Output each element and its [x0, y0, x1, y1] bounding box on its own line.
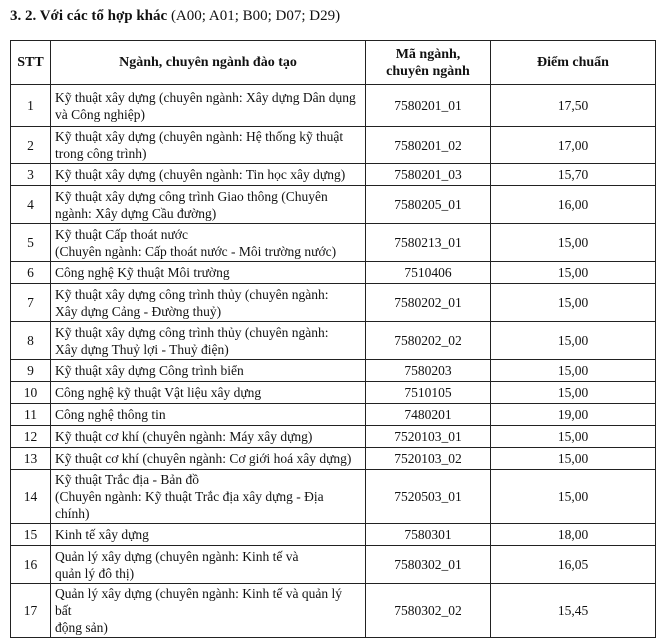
header-stt: STT	[11, 41, 51, 85]
row-cutoff-score: 15,45	[491, 584, 656, 638]
row-major-code: 7580201_02	[366, 127, 491, 164]
row-cutoff-score: 18,00	[491, 524, 656, 546]
row-major-line1: Kỹ thuật xây dựng công trình Giao thông (Chuyên	[55, 188, 328, 204]
row-major-code: 7580201_01	[366, 85, 491, 127]
row-major-code: 7580202_01	[366, 284, 491, 322]
row-major-line1: Công nghệ Kỹ thuật Môi trường	[55, 265, 230, 280]
row-major-name	[51, 546, 366, 584]
row-cutoff-score: 15,00	[491, 470, 656, 524]
header-code	[366, 41, 491, 85]
row-major-line1: Kỹ thuật Cấp thoát nước	[55, 226, 188, 242]
table-row	[11, 404, 656, 426]
section-subject-groups: (A00; A01; B00; D07; D29)	[167, 8, 341, 24]
table-row	[11, 426, 656, 448]
row-major-name	[51, 164, 366, 186]
section-heading	[10, 6, 340, 26]
row-cutoff-score: 15,70	[491, 164, 656, 186]
row-cutoff-score: 15,00	[491, 262, 656, 284]
row-major-code: 7520103_01	[366, 426, 491, 448]
row-cutoff-score: 17,50	[491, 85, 656, 127]
row-stt: 2	[11, 127, 51, 164]
row-major-line1: Kỹ thuật xây dựng (chuyên ngành: Xây dựng Dân dụng	[55, 89, 356, 105]
row-major-line1: Công nghệ thông tin	[55, 407, 166, 422]
table-row	[11, 322, 656, 360]
row-cutoff-score: 15,00	[491, 322, 656, 360]
row-stt: 14	[11, 470, 51, 524]
row-major-code: 7510105	[366, 382, 491, 404]
row-major-name	[51, 127, 366, 164]
table-row	[11, 448, 656, 470]
row-major-name	[51, 284, 366, 322]
header-score: Điểm chuẩn	[491, 41, 656, 85]
row-stt: 6	[11, 262, 51, 284]
header-major: Ngành, chuyên ngành đào tạo	[51, 41, 366, 85]
table-row	[11, 584, 656, 638]
table-row	[11, 127, 656, 164]
row-major-code: 7520103_02	[366, 448, 491, 470]
row-stt: 1	[11, 85, 51, 127]
row-cutoff-score: 15,00	[491, 448, 656, 470]
row-major-line2: trong công trình)	[55, 146, 147, 161]
table-row	[11, 360, 656, 382]
table-row	[11, 382, 656, 404]
row-major-line1: Kỹ thuật cơ khí (chuyên ngành: Cơ giới hoá xây dựng)	[55, 451, 352, 466]
row-major-name	[51, 584, 366, 638]
row-stt: 13	[11, 448, 51, 470]
row-cutoff-score: 17,00	[491, 127, 656, 164]
table-row	[11, 85, 656, 127]
row-major-line2: ngành: Xây dựng Cầu đường)	[55, 205, 217, 221]
table-row	[11, 224, 656, 262]
row-cutoff-score: 16,00	[491, 186, 656, 224]
row-stt: 16	[11, 546, 51, 584]
header-code-line2: chuyên ngành	[386, 63, 470, 79]
row-stt: 9	[11, 360, 51, 382]
table-row	[11, 186, 656, 224]
table-row	[11, 470, 656, 524]
header-code-line1: Mã ngành,	[395, 46, 461, 62]
row-cutoff-score: 19,00	[491, 404, 656, 426]
row-major-line2: động sản)	[55, 620, 108, 635]
row-stt: 7	[11, 284, 51, 322]
row-stt: 3	[11, 164, 51, 186]
row-major-name	[51, 448, 366, 470]
row-major-code: 7480201	[366, 404, 491, 426]
table-row	[11, 524, 656, 546]
row-major-name	[51, 360, 366, 382]
row-stt: 8	[11, 322, 51, 360]
row-major-line1: Kỹ thuật xây dựng (chuyên ngành: Tin học xây dựng)	[55, 167, 346, 182]
row-major-name	[51, 186, 366, 224]
row-major-name	[51, 382, 366, 404]
row-major-code: 7580213_01	[366, 224, 491, 262]
row-cutoff-score: 15,00	[491, 284, 656, 322]
row-major-name	[51, 524, 366, 546]
row-major-line1: Công nghệ kỹ thuật Vật liệu xây dựng	[55, 385, 262, 400]
row-major-line2: Xây dựng Cảng - Đường thuỷ)	[55, 303, 222, 319]
row-major-name	[51, 85, 366, 127]
row-major-line1: Kỹ thuật xây dựng công trình thủy (chuyên ngành:	[55, 286, 329, 302]
row-cutoff-score: 15,00	[491, 360, 656, 382]
row-stt: 11	[11, 404, 51, 426]
row-major-code: 7580302_02	[366, 584, 491, 638]
table-row	[11, 262, 656, 284]
row-cutoff-score: 15,00	[491, 382, 656, 404]
table-header-row	[11, 41, 656, 85]
row-major-code: 7580301	[366, 524, 491, 546]
row-major-code: 7580203	[366, 360, 491, 382]
row-major-line2: (Chuyên ngành: Cấp thoát nước - Môi trường nước)	[55, 243, 337, 259]
table-row	[11, 546, 656, 584]
row-major-line1: Kỹ thuật Trắc địa - Bản đồ	[55, 472, 199, 487]
row-major-code: 7580302_01	[366, 546, 491, 584]
row-major-line1: Kỹ thuật cơ khí (chuyên ngành: Máy xây dựng)	[55, 429, 313, 444]
row-major-line2: và Công nghiệp)	[55, 106, 145, 122]
row-major-name	[51, 224, 366, 262]
row-major-line1: Kỹ thuật xây dựng (chuyên ngành: Hệ thống kỹ thuật	[55, 129, 344, 144]
row-stt: 10	[11, 382, 51, 404]
row-stt: 12	[11, 426, 51, 448]
row-stt: 15	[11, 524, 51, 546]
row-cutoff-score: 16,05	[491, 546, 656, 584]
row-major-code: 7580202_02	[366, 322, 491, 360]
row-major-code: 7580205_01	[366, 186, 491, 224]
row-major-line1: Kỹ thuật xây dựng Công trình biển	[55, 363, 244, 378]
row-major-line2: quản lý đô thị)	[55, 565, 135, 581]
row-major-line1: Kinh tế xây dựng	[55, 527, 149, 542]
row-major-line1: Quản lý xây dựng (chuyên ngành: Kinh tế và quản lý bất	[55, 586, 343, 618]
row-cutoff-score: 15,00	[491, 224, 656, 262]
row-major-code: 7580201_03	[366, 164, 491, 186]
row-major-name	[51, 262, 366, 284]
row-stt: 5	[11, 224, 51, 262]
row-major-code: 7520503_01	[366, 470, 491, 524]
admission-score-table	[10, 40, 656, 638]
table-row	[11, 284, 656, 322]
row-major-line2: Xây dựng Thuỷ lợi - Thuỷ điện)	[55, 341, 229, 357]
row-major-code: 7510406	[366, 262, 491, 284]
row-cutoff-score: 15,00	[491, 426, 656, 448]
row-major-line2: (Chuyên ngành: Kỹ thuật Trắc địa xây dựng - Địa chính)	[55, 489, 324, 521]
row-major-name	[51, 426, 366, 448]
row-major-line1: Quản lý xây dựng (chuyên ngành: Kinh tế và	[55, 548, 299, 564]
table-row	[11, 164, 656, 186]
row-major-name	[51, 404, 366, 426]
row-stt: 17	[11, 584, 51, 638]
row-stt: 4	[11, 186, 51, 224]
row-major-line1: Kỹ thuật xây dựng công trình thủy (chuyên ngành:	[55, 324, 329, 340]
section-title: 3. 2. Với các tổ hợp khác	[10, 8, 168, 24]
row-major-name	[51, 470, 366, 524]
row-major-name	[51, 322, 366, 360]
